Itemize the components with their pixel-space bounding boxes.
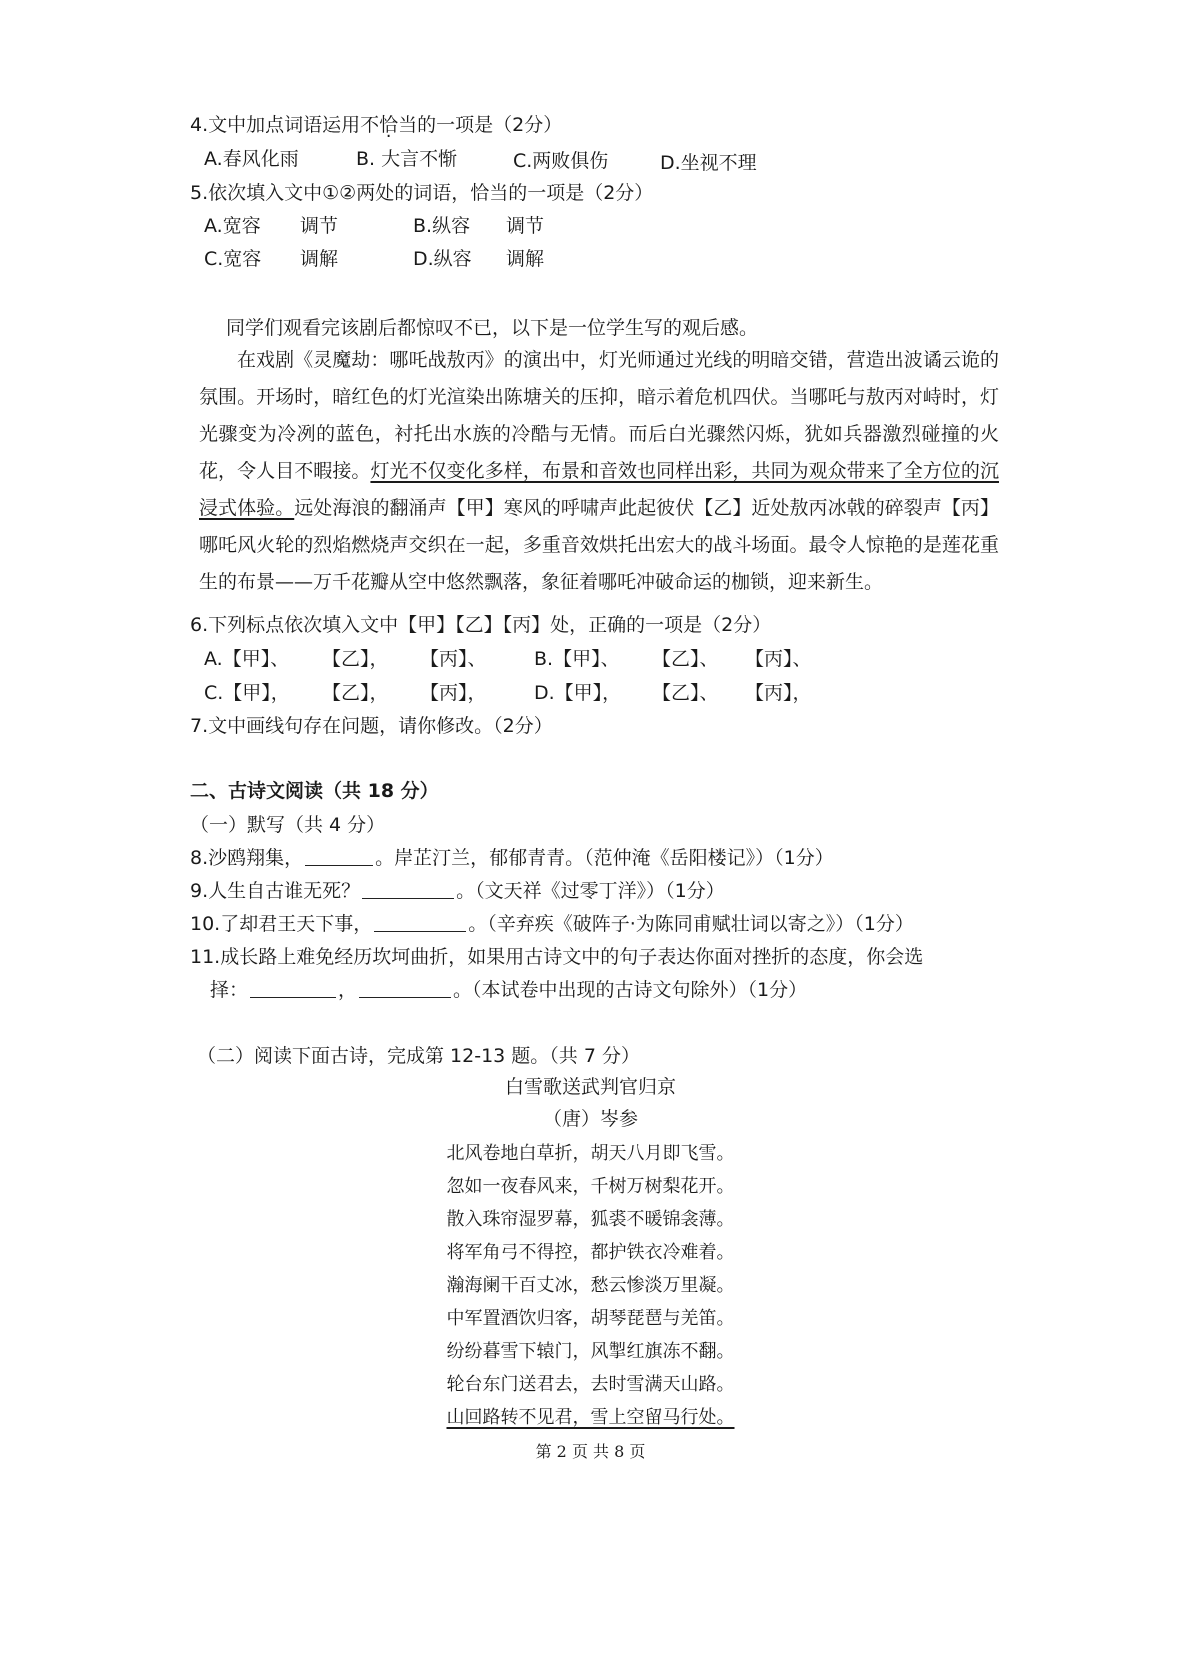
q10 xyxy=(190,911,914,937)
poem-title: 白雪歌送武判官归京 xyxy=(504,1076,676,1098)
q9-before: 9.人生自古谁无死？ xyxy=(190,880,361,902)
q7-stem: 7.文中画线句存在问题，请你修改。（2分） xyxy=(190,715,553,737)
q4-option-c: C.两败俱伤 xyxy=(513,150,609,172)
q5-option-c-word: 调解 xyxy=(300,248,339,270)
q11-comma: ， xyxy=(338,979,358,1001)
q4-option-b: B. 大言不惭 xyxy=(356,148,458,170)
poem-line-6: 中军置酒饮归客，胡琴琵琶与羌笛。 xyxy=(446,1308,735,1329)
q6-option-d-1: D.【甲】， xyxy=(534,682,622,704)
poem-line-9-underlined: 山回路转不见君，雪上空留马行处。 xyxy=(446,1407,735,1428)
q6-option-d-3: 【丙】， xyxy=(745,682,812,704)
passage-body xyxy=(199,342,999,601)
section2-title: 二、古诗文阅读（共 18 分） xyxy=(190,780,439,802)
q8 xyxy=(190,845,834,871)
poem-line-2: 忽如一夜春风来，千树万树梨花开。 xyxy=(446,1176,735,1197)
q5-option-a-label: A.宽容 xyxy=(204,215,261,237)
q6-option-d-2: 【乙】、 xyxy=(652,682,719,704)
q4-option-d: D.坐视不理 xyxy=(660,152,757,174)
q6-option-a-3: 【丙】、 xyxy=(420,648,487,670)
section2-subsection2: （二）阅读下面古诗，完成第 12-13 题。（共 7 分） xyxy=(197,1045,640,1067)
q5-option-a-word: 调节 xyxy=(300,215,339,237)
q6-option-b-2: 【乙】、 xyxy=(652,648,719,670)
page-number: 第 2 页 共 8 页 xyxy=(535,1442,646,1461)
q6-option-b-1: B.【甲】、 xyxy=(534,648,620,670)
poem-line-8: 轮台东门送君去，去时雪满天山路。 xyxy=(446,1374,735,1395)
q10-after: 。（辛弃疾《破阵子·为陈同甫赋壮词以寄之》）（1分） xyxy=(468,913,914,935)
q8-answer-blank[interactable] xyxy=(305,847,373,866)
q11-before: 择： xyxy=(210,979,249,1001)
q5-option-c-label: C.宽容 xyxy=(204,248,262,270)
q6-option-b-3: 【丙】、 xyxy=(745,648,812,670)
passage-paragraph xyxy=(199,342,999,601)
passage-underlined-sentence: 灯光不仅变化多样，布景和音效也同样出彩，共同为观众带来了全方位的沉浸式体验。 xyxy=(199,460,999,519)
q10-before: 10.了却君王天下事， xyxy=(190,913,373,935)
q9 xyxy=(190,878,725,904)
q4-option-a: A.春风化雨 xyxy=(204,148,299,170)
q6-option-c-3: 【丙】， xyxy=(420,682,487,704)
q6-option-a-1: A.【甲】、 xyxy=(204,648,290,670)
q9-answer-blank[interactable] xyxy=(362,880,454,899)
q11-line1: 11.成长路上难免经历坎坷曲折，如果用古诗文中的句子表达你面对挫折的态度，你会选 xyxy=(190,946,924,968)
poem-line-4: 将军角弓不得控，都护铁衣冷难着。 xyxy=(446,1242,735,1263)
q6-option-c-1: C.【甲】， xyxy=(204,682,290,704)
q5-option-b-label: B.纵容 xyxy=(413,215,471,237)
poem-line-9 xyxy=(0,1406,1181,1430)
q5-option-b-word: 调节 xyxy=(506,215,545,237)
passage-intro: 同学们观看完该剧后都惊叹不已，以下是一位学生写的观后感。 xyxy=(226,317,759,339)
section2-subsection1: （一）默写（共 4 分） xyxy=(190,814,386,836)
q4-stem-before: 4.文中加点词语运用不 xyxy=(190,114,380,136)
q8-before: 8.沙鸥翔集， xyxy=(190,847,304,869)
poem-line-7: 纷纷暮雪下辕门，风掣红旗冻不翻。 xyxy=(446,1341,735,1362)
q9-after: 。（文天祥《过零丁洋》）（1分） xyxy=(456,880,725,902)
poem-author: （唐）岑参 xyxy=(542,1108,638,1130)
q4-stem-dotted-char: 恰 xyxy=(379,114,399,136)
passage-text-a: 在戏剧《灵魔劫：哪吒战敖丙》的演出中，灯光师通过光线的明暗交错，营造出波谲云诡的氛围。开场时，暗红色的灯光渲染出陈塘关的压抑，暗示着危机四伏。当哪吒与敖丙对峙时，灯光骤变为冷冽的蓝色，衬托出水族的冷酷与无情。而后白光骤然闪烁，犹如兵器激烈碰撞的火花，令人目不暇接。 xyxy=(199,349,999,482)
q11-after: 。（本试卷中出现的古诗文句除外）（1分） xyxy=(453,979,808,1001)
poem-line-3: 散入珠帘湿罗幕，狐裘不暖锦衾薄。 xyxy=(446,1209,735,1230)
q6-option-a-2: 【乙】， xyxy=(322,648,389,670)
q6-option-c-2: 【乙】， xyxy=(322,682,389,704)
q10-answer-blank[interactable] xyxy=(374,913,466,932)
poem-line-1: 北风卷地白草折，胡天八月即飞雪。 xyxy=(446,1143,735,1164)
q11-answer-blank-2[interactable] xyxy=(359,979,451,998)
q5-stem: 5.依次填入文中①②两处的词语，恰当的一项是（2分） xyxy=(190,182,654,204)
q11-line2 xyxy=(210,977,807,1003)
q4-stem-after: 当的一项是（2分） xyxy=(398,114,563,136)
poem-line-5: 瀚海阑干百丈冰，愁云惨淡万里凝。 xyxy=(446,1275,735,1296)
q6-stem: 6.下列标点依次填入文中【甲】【乙】【丙】处，正确的一项是（2分） xyxy=(190,614,772,636)
q4-stem xyxy=(190,112,562,138)
passage-text-b: 远处海浪的翻涌声【甲】寒风的呼啸声此起彼伏【乙】近处敖丙冰戟的碎裂声【丙】哪吒风火轮的烈焰燃烧声交织在一起，多重音效烘托出宏大的战斗场面。最令人惊艳的是莲花重生的布景——万千花瓣从空中悠然飘落，象征着哪吒冲破命运的枷锁，迎来新生。 xyxy=(199,497,999,593)
q11-answer-blank-1[interactable] xyxy=(250,979,336,998)
q8-after: 。岸芷汀兰，郁郁青青。（范仲淹《岳阳楼记》）（1分） xyxy=(375,847,834,869)
q5-option-d-word: 调解 xyxy=(506,248,545,270)
q5-option-d-label: D.纵容 xyxy=(413,248,472,270)
